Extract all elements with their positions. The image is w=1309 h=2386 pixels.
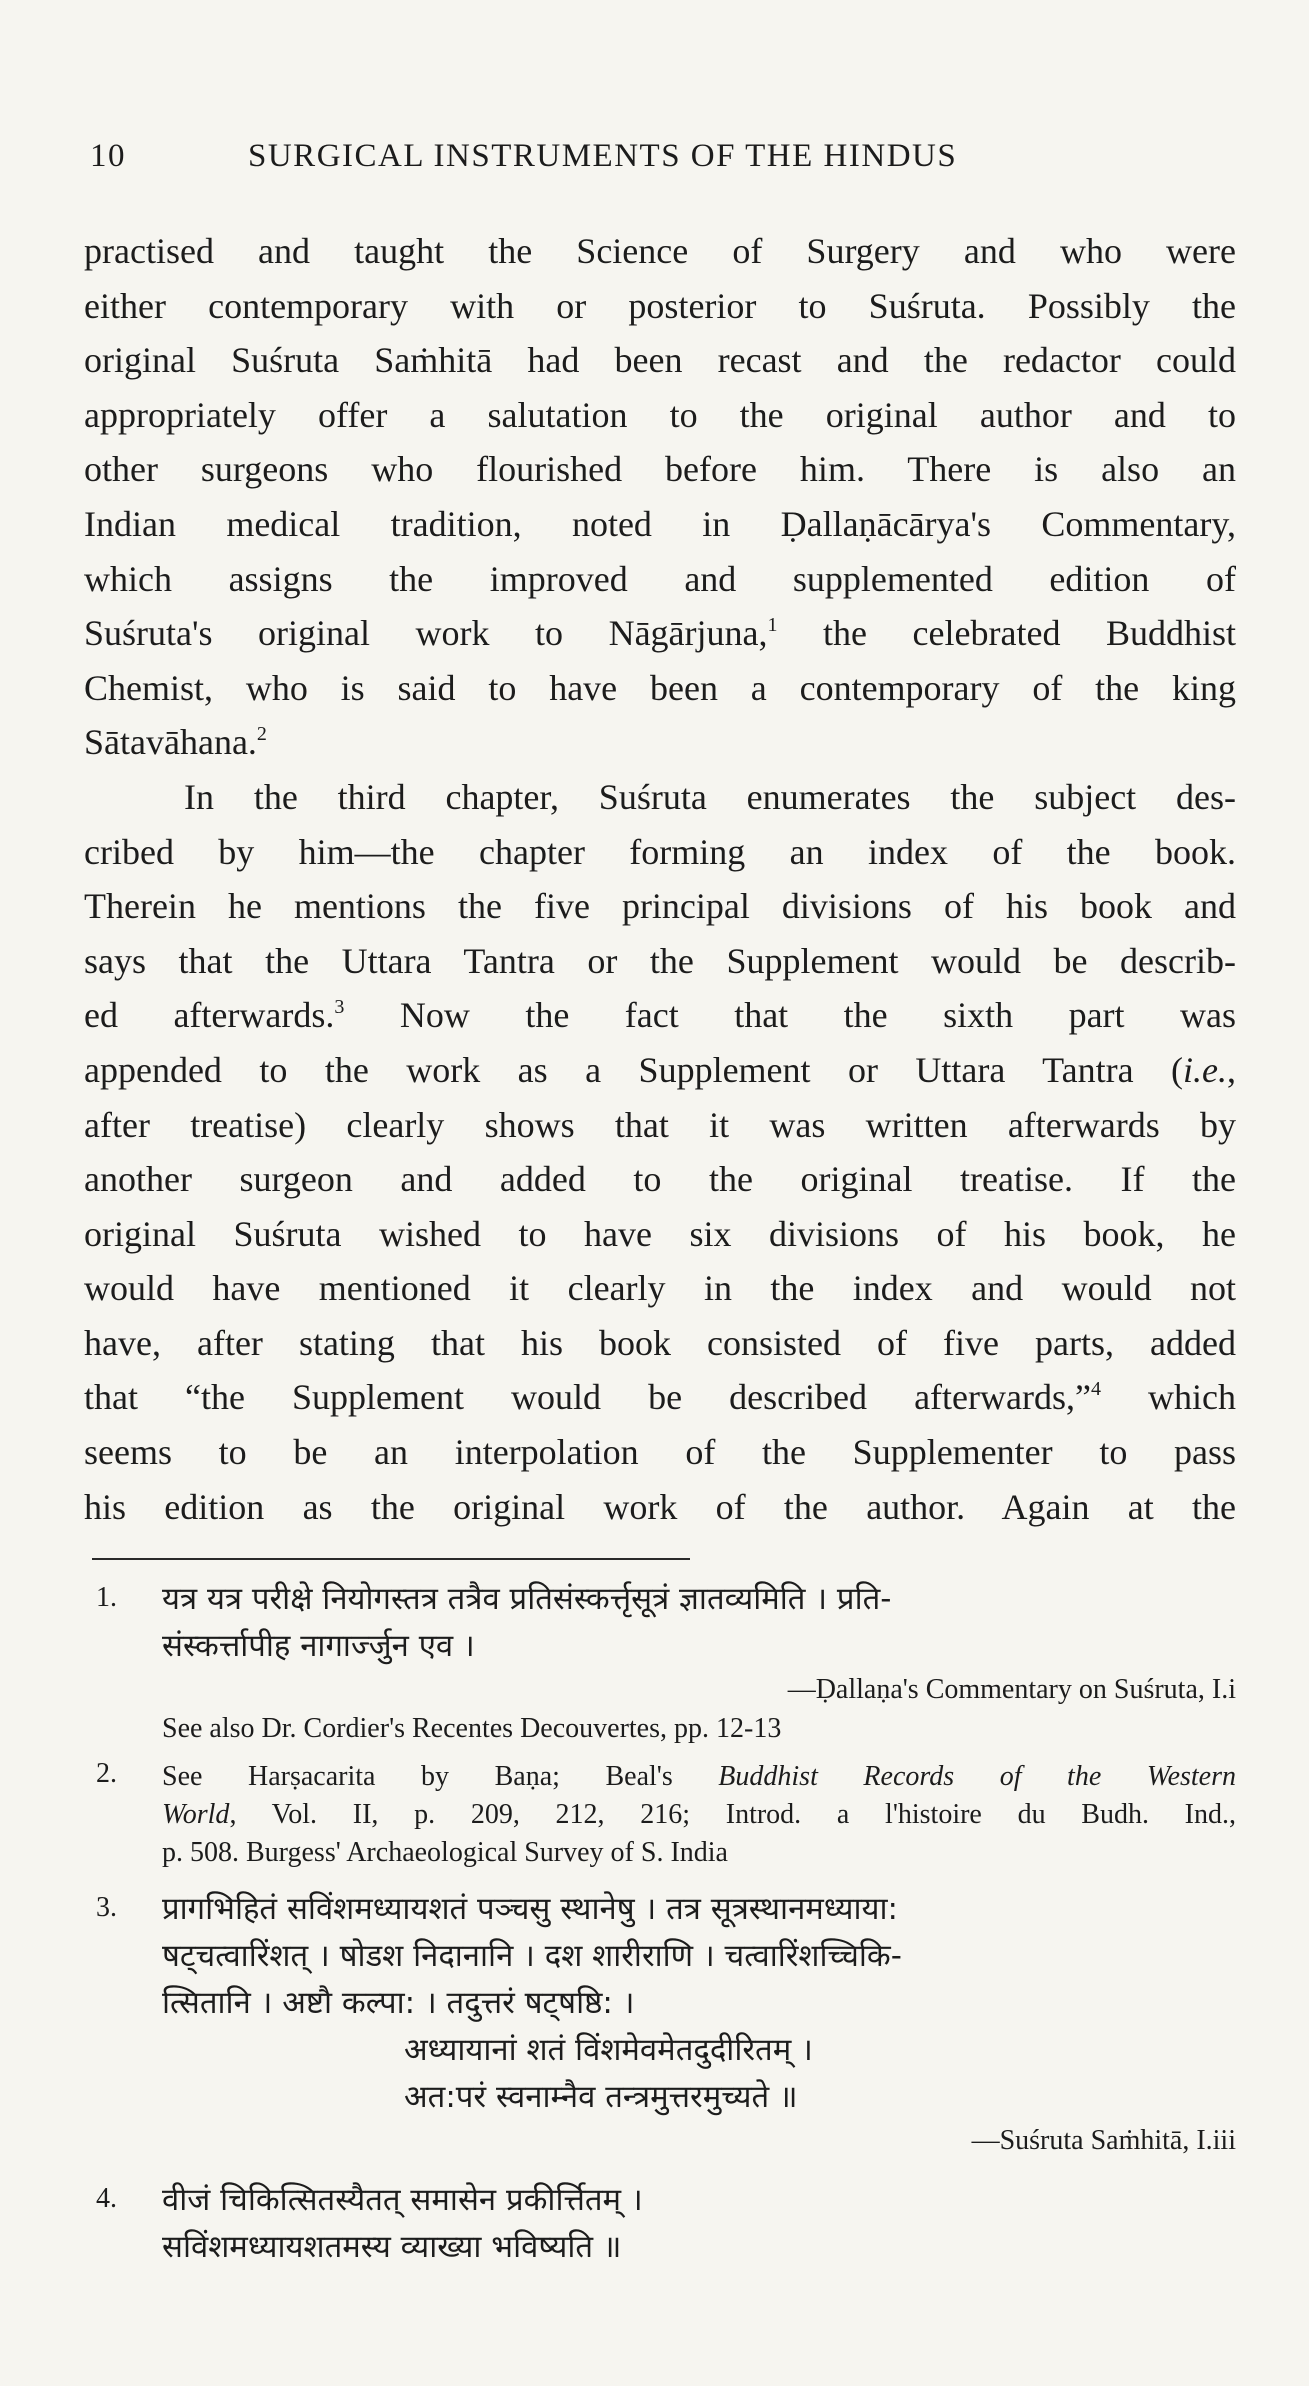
- text-line: after treatise) clearly shows that it was written afterwards by: [84, 1104, 1236, 1145]
- text-line: practised and taught the Science of Surgery and who were: [84, 231, 1236, 271]
- sanskrit-line: वीजं चिकित्सितस्यैतत् समासेन प्रकीर्त्तितम् ।: [162, 2182, 643, 2218]
- text-line: appropriately offer a salutation to the original author and to: [84, 394, 1236, 435]
- running-title: SURGICAL INSTRUMENTS OF THE HINDUS: [248, 138, 958, 174]
- text-line: original Suśruta wished to have six divisions of his book, he: [84, 1213, 1236, 1254]
- footnote-4: [96, 2177, 1236, 2271]
- text-segment: Suśruta's original work to Nāgārjuna,: [84, 613, 768, 654]
- footnote-number: 4.: [96, 2183, 117, 2214]
- footnote-1: [96, 1576, 1236, 1748]
- book-title: World: [162, 1799, 230, 1830]
- footnote-rule: [92, 1558, 690, 1560]
- sanskrit-verse: अध्यायानां शतं विंशमेवमेतदुदीरितम् ।: [404, 2032, 813, 2068]
- sanskrit-verse: अत:परं स्वनाम्नैव तन्त्रमुत्तरमुच्यते ॥: [404, 2079, 798, 2115]
- text-segment: ,: [1227, 1049, 1236, 1090]
- sanskrit-line: सविंशमध्यायशतमस्य व्याख्या भविष्यति ॥: [162, 2229, 622, 2265]
- text-line: which assigns the improved and supplemented edition of: [84, 558, 1236, 599]
- text-segment: See Harṣacarita by Baṇa; Beal's: [162, 1761, 719, 1792]
- text-line: would have mentioned it clearly in the index and would not: [84, 1268, 1236, 1309]
- text-line: his edition as the original work of the author. Again at the: [84, 1486, 1236, 1527]
- italic-ie: i.e.: [1183, 1049, 1227, 1090]
- text-line: [84, 988, 1236, 1043]
- sanskrit-line: संस्कर्त्तापीह नागार्ज्जुन एव ।: [162, 1628, 475, 1664]
- text-segment: Now the fact that the sixth part was: [344, 995, 1237, 1036]
- text-line: Chemist, who is said to have been a contemporary of the king: [84, 667, 1236, 708]
- book-title: Buddhist Records of the Western: [718, 1761, 1237, 1792]
- sanskrit-line: त्सितानि । अष्टौ कल्पा: । तदुत्तरं षट्षष्ठि: ।: [162, 1985, 635, 2021]
- footnote-line: p. 508. Burgess' Archaeological Survey of S. India: [162, 1837, 728, 1868]
- footnote-2: [96, 1758, 1236, 1872]
- footnote-line: [162, 1758, 1236, 1796]
- main-text: [84, 224, 1236, 1534]
- text-line: have, after stating that his book consisted of five parts, added: [84, 1322, 1236, 1363]
- text-segment: the celebrated Buddhist: [777, 613, 1236, 654]
- footnote-3: [96, 1886, 1236, 2161]
- text-line: [84, 1370, 1236, 1425]
- text-line: [84, 715, 1236, 770]
- text-line: either contemporary with or posterior to Suśruta. Possibly the: [84, 285, 1236, 326]
- page-number: 10: [90, 138, 126, 174]
- text-segment: ed afterwards.: [84, 995, 335, 1036]
- text-line: Therein he mentions the five principal divisions of his book and: [84, 886, 1236, 927]
- sanskrit-line: यत्र यत्र परीक्षे नियोगस्तत्र तत्रैव प्रतिसंस्कर्त्तृसूत्रं ज्ञातव्यमिति । प्रति-: [162, 1581, 892, 1617]
- footnote-attribution: —Ḍallaṇa's Commentary on Suśruta, I.i: [787, 1674, 1236, 1705]
- text-line: In the third chapter, Suśruta enumerates the subject des-: [184, 776, 1236, 817]
- text-line: other surgeons who flourished before him. There is also an: [84, 449, 1236, 490]
- footnote-line: [162, 1796, 1236, 1834]
- text-segment: that “the Supplement would be described afterwards,”: [84, 1377, 1091, 1418]
- text-segment: Sātavāhana.: [84, 722, 257, 763]
- footnote-see-also: See also Dr. Cordier's Recentes Decouvertes, pp. 12-13: [162, 1713, 782, 1744]
- text-line: says that the Uttara Tantra or the Supplement would be describ-: [84, 940, 1236, 981]
- footnote-number: 2.: [96, 1758, 117, 1789]
- text-segment: which: [1100, 1377, 1237, 1418]
- text-segment: appended to the work as a Supplement or Uttara Tantra (: [84, 1049, 1184, 1090]
- footnote-ref-2: 2: [256, 723, 267, 746]
- running-head: [90, 138, 1250, 188]
- footnote-ref-3: 3: [334, 996, 345, 1019]
- sanskrit-line: षट्चत्वारिंशत् । षोडश निदानानि । दश शारीराणि । चत्वारिंशच्चिकि-: [162, 1938, 902, 1974]
- footnotes: [96, 1576, 1236, 2271]
- text-line: original Suśruta Saṁhitā had been recast and the redactor could: [84, 340, 1236, 381]
- text-line: Indian medical tradition, noted in Ḍallaṇācārya's Commentary,: [84, 503, 1236, 544]
- text-line: [84, 606, 1236, 661]
- text-segment: , Vol. II, p. 209, 212, 216; Introd. a l'histoire du Budh. Ind.,: [229, 1799, 1236, 1830]
- footnote-ref-1: 1: [767, 614, 778, 637]
- footnote-number: 3.: [96, 1892, 117, 1923]
- footnote-attribution: —Suśruta Saṁhitā, I.iii: [971, 2125, 1236, 2156]
- text-line: [84, 1043, 1236, 1098]
- sanskrit-line: प्रागभिहितं सविंशमध्यायशतं पञ्चसु स्थानेषु । तत्र सूत्रस्थानमध्याया:: [162, 1891, 898, 1927]
- footnote-number: 1.: [96, 1582, 117, 1613]
- text-line: seems to be an interpolation of the Supplementer to pass: [84, 1432, 1236, 1473]
- text-line: another surgeon and added to the original treatise. If the: [84, 1159, 1236, 1200]
- text-line: cribed by him—the chapter forming an index of the book.: [84, 831, 1236, 872]
- footnote-ref-4: 4: [1090, 1378, 1101, 1401]
